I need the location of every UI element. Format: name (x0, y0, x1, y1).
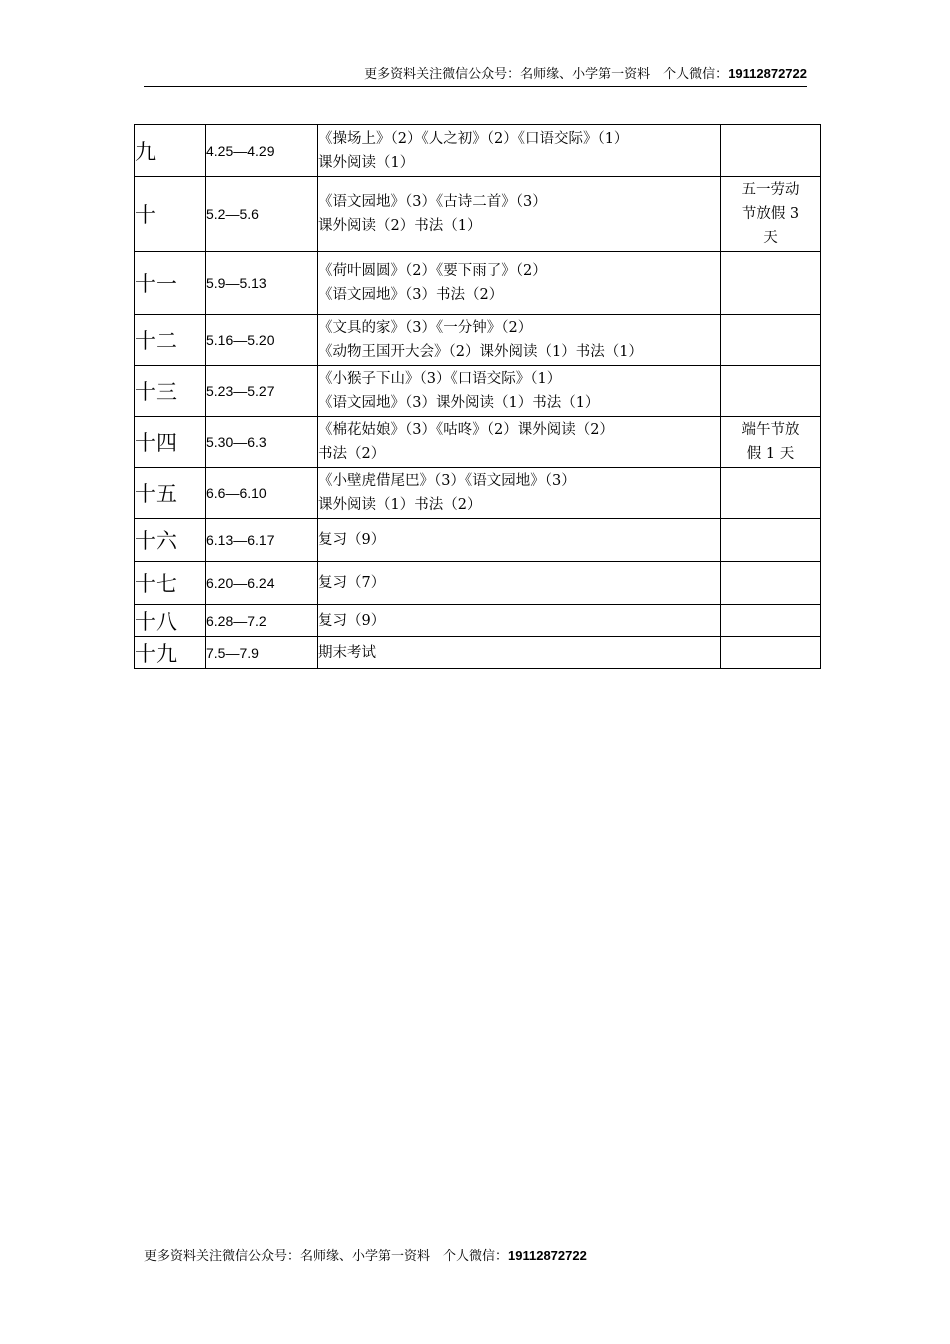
footer-phone: 19112872722 (508, 1248, 587, 1263)
content-cell (318, 562, 721, 605)
content-cell (318, 315, 721, 366)
dates-cell: 5.23—5.27 (206, 366, 318, 417)
note-cell (721, 637, 821, 669)
week-cell: 十九 (135, 637, 206, 669)
content-line: 《语文园地》（3）课外阅读（1）书法（1） (318, 395, 600, 411)
note-cell (721, 605, 821, 637)
content-cell (318, 605, 721, 637)
content-line: 《操场上》（2）《人之初》（2）《口语交际》（1） (318, 130, 629, 147)
content-line: 课外阅读（1）书法（2） (318, 497, 482, 513)
content-line: 复习（7） (318, 575, 386, 591)
week-cell: 十四 (135, 417, 206, 468)
note-cell (721, 468, 821, 519)
dates-cell: 7.5—7.9 (206, 637, 318, 669)
table-row (135, 562, 821, 605)
week-cell: 十八 (135, 605, 206, 637)
table-row (135, 417, 821, 468)
note-cell (721, 417, 821, 468)
content-line: 《小壁虎借尾巴》（3）《语文园地》（3） (318, 473, 576, 489)
content-line: 期末考试 (318, 644, 376, 661)
content-cell (318, 252, 721, 315)
content-cell (318, 519, 721, 562)
note-cell (721, 315, 821, 366)
content-line: 《语文园地》（3）书法（2） (318, 287, 504, 303)
week-cell: 十六 (135, 519, 206, 562)
content-line: 《荷叶圆圆》（2）《要下雨了》（2） (318, 263, 547, 279)
content-cell (318, 417, 721, 468)
note-line: 天 (763, 230, 778, 246)
week-cell: 十二 (135, 315, 206, 366)
content-cell (318, 637, 721, 669)
table-row (135, 252, 821, 315)
table-row (135, 468, 821, 519)
note-cell (721, 519, 821, 562)
header-phone: 19112872722 (728, 66, 807, 81)
dates-cell: 6.20—6.24 (206, 562, 318, 605)
note-cell (721, 252, 821, 315)
dates-cell: 6.13—6.17 (206, 519, 318, 562)
note-line: 节放假 3 (741, 206, 800, 222)
week-cell: 十三 (135, 366, 206, 417)
table-row (135, 177, 821, 252)
dates-cell: 5.30—6.3 (206, 417, 318, 468)
content-cell (318, 177, 721, 252)
content-line: 复习（9） (318, 612, 386, 629)
week-cell: 十五 (135, 468, 206, 519)
header-text: 更多资料关注微信公众号：名师缘、小学第一资料 个人微信： (364, 67, 729, 82)
content-cell (318, 468, 721, 519)
dates-cell: 6.6—6.10 (206, 468, 318, 519)
page-header (144, 66, 807, 87)
content-line: 《动物王国开大会》（2）课外阅读（1）书法（1） (318, 344, 643, 360)
week-cell: 十一 (135, 252, 206, 315)
dates-cell: 5.16—5.20 (206, 315, 318, 366)
note-cell (721, 562, 821, 605)
content-line: 复习（9） (318, 532, 386, 548)
week-cell: 十 (135, 177, 206, 252)
teaching-schedule-table (134, 124, 821, 669)
content-line: 书法（2） (318, 446, 386, 462)
note-line: 端午节放 (741, 422, 800, 438)
dates-cell: 5.2—5.6 (206, 177, 318, 252)
schedule-body (135, 125, 821, 669)
note-line: 假 1 天 (746, 446, 795, 462)
table-row (135, 637, 821, 669)
dates-cell: 4.25—4.29 (206, 125, 318, 177)
content-line: 课外阅读（2）书法（1） (318, 218, 482, 234)
week-cell: 九 (135, 125, 206, 177)
table-row (135, 125, 821, 177)
week-cell: 十七 (135, 562, 206, 605)
note-cell (721, 366, 821, 417)
dates-cell: 6.28—7.2 (206, 605, 318, 637)
note-cell (721, 125, 821, 177)
table-row (135, 366, 821, 417)
content-line: 《语文园地》（3）《古诗二首》（3） (318, 194, 547, 210)
content-line: 《文具的家》（3）《一分钟》（2） (318, 320, 533, 336)
table-row (135, 315, 821, 366)
note-cell (721, 177, 821, 252)
note-line: 五一劳动 (741, 182, 800, 198)
content-line: 课外阅读（1） (318, 154, 415, 171)
table-row (135, 519, 821, 562)
footer-text: 更多资料关注微信公众号：名师缘、小学第一资料 个人微信： (144, 1249, 509, 1264)
table-row (135, 605, 821, 637)
page-footer (144, 1248, 587, 1265)
content-cell (318, 125, 721, 177)
content-line: 《小猴子下山》（3）《口语交际》（1） (318, 371, 562, 387)
content-cell (318, 366, 721, 417)
dates-cell: 5.9—5.13 (206, 252, 318, 315)
content-line: 《棉花姑娘》（3）《咕咚》（2）课外阅读（2） (318, 422, 614, 438)
